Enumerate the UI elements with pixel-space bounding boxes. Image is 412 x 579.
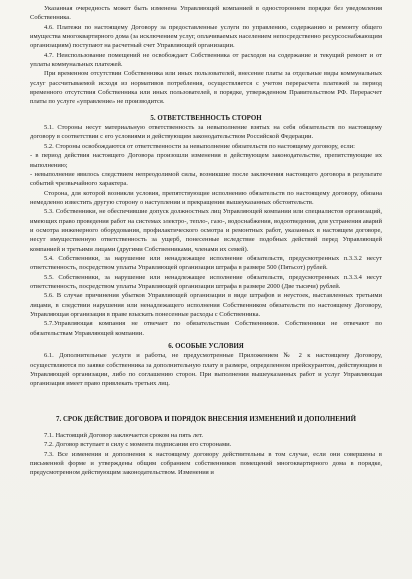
- clause-5-3: 5.3. Собственники, не обеспечившие допуск должностных лиц Управляющей компании или специалистов организаций, имеющих право проведения работ на системах электро-, тепло-, газо-, водоснабжения, водоотведения, для устранения аварий и осмотра инженерного оборудования, профилактического осмотра и ремонтных работ, указанных в настоящем договоре, несут имущественную ответственность за ущерб, понесенные вследствие подобных действий перед Управляющей компанией и третьими лицами (другими Собственниками, членами их семей).: [30, 208, 382, 253]
- clause-5-2-notice: Сторона, для которой возникли условия, препятствующие исполнению обязательств по настоящему договору, обязана немедленно известить другую сторону о наступлении и прекращении вышеуказанных обстоятельств.: [30, 189, 382, 206]
- clause-5-2-item-a: - в период действия настоящего Договора произошли изменения в действующем законодательстве, препятствующие их выполнению;: [30, 152, 382, 169]
- clause-5-5: 5.5. Собственники, за нарушение или ненадлежащее исполнение обязательств, предусмотренных п.3.3.4 несут ответственность, посредством уплаты Управляющей организации штрафа в размере 2000 (Две тысячи) рублей.: [30, 273, 382, 290]
- clause-7-1: 7.1. Настоящий Договор заключается сроком на пять лет.: [44, 432, 204, 440]
- clause-7-2: 7.2. Договор вступает в силу с момента подписания его сторонами.: [44, 441, 232, 449]
- paragraph-temporary-absence: При временном отсутствии Собственника или иных пользователей, внесение платы за отдельные виды коммунальных услуг рассчитываемой исходя из нормативов потребления, осуществляется с учетом перерасчета платежей за период временного отсутствия Собственника или иных пользователей, в порядке, утвержденном Правительством РФ. Перерасчет платы по услуге «управление» не производится.: [30, 70, 382, 106]
- clause-4-6: 4.6. Платежи по настоящему Договору за предоставленные услуги по управлению, содержанию и ремонту общего имущества многоквартирного дома (за исключением услуг, оплачиваемых населением непосредственно ресурсоснабжающим организациям) поступают на расчетный счет Управляющей организации.: [30, 23, 382, 50]
- clause-5-1: 5.1. Стороны несут материальную ответственность за невыполнение взятых на себя обязательств по настоящему договору в соответствии с его условиями и действующим законодательством Российской Федерации.: [30, 124, 382, 141]
- clause-4-7: 4.7. Неиспользование помещений не освобождает Собственника от расходов на содержание и текущий ремонт и от уплаты коммунальных платежей.: [30, 51, 382, 69]
- clause-6-1: 6.1. Дополнительные услуги и работы, не предусмотренные Приложением № 2 к настоящему Договору, осуществляются по заявке собственника за дополнительную плату в размере, определенном прейскурантом, действующим в Управляющей организации, либо по соглашению сторон. При выполнении вышеуказанных работ и услуг Управляющая организация имеет право привлекать третьих лиц.: [30, 352, 382, 388]
- section-7-heading: 7. СРОК ДЕЙСТВИЕ ДОГОВОРА И ПОРЯДОК ВНЕСЕНИЯ ИЗМЕНЕНИЙ И ДОПОЛНЕНИЙ: [56, 415, 356, 423]
- clause-5-2: 5.2. Стороны освобождаются от ответственности за невыполнение обязательств по настоящему договору, если:: [44, 142, 356, 150]
- clause-7-3: 7.3. Все изменения и дополнения к настоящему договору действительны в том случае, если они совершены в письменной форме и утверждены общим собранием собственников помещений многоквартирного дома в порядке, предусмотренном действующим законодательством. Изменения и: [30, 450, 382, 477]
- clause-5-4: 5.4. Собственники, за нарушение или ненадлежащее исполнение обязательств, предусмотренных п.3.3.2 несут ответственность, посредством уплаты Управляющей организации штрафа в размере 500 (Пятьсот) рублей.: [30, 254, 382, 272]
- clause-5-2-item-b: - невыполнение явилось следствием непреодолимой силы, возникшие после заключения настоящего договора в результате событий чрезвычайного характера.: [30, 170, 382, 188]
- clause-5-7: 5.7.Управляющая компания не отвечает по обязательствам Собственников. Собственники не отвечают по обязательствам Управляющей компании.: [30, 320, 382, 337]
- paragraph-payment-order-note: Указанная очередность может быть изменена Управляющей компанией в одностороннем порядке без уведомления Собственника.: [30, 5, 382, 22]
- section-5-heading: 5. ОТВЕТСТВЕННОСТЬ СТОРОН: [150, 114, 262, 122]
- section-6-heading: 6. ОСОБЫЕ УСЛОВИЯ: [168, 343, 244, 351]
- clause-5-6: 5.6. В случае причинения убытков Управляющей организации в виде штрафов и неустоек, выставленных третьими лицами, в следствии нарушения или ненадлежащего исполнения Собственником обязательств по настоящему Договору, Управляющая организация в праве взыскать понесенные расходы с Собственника.: [30, 292, 382, 318]
